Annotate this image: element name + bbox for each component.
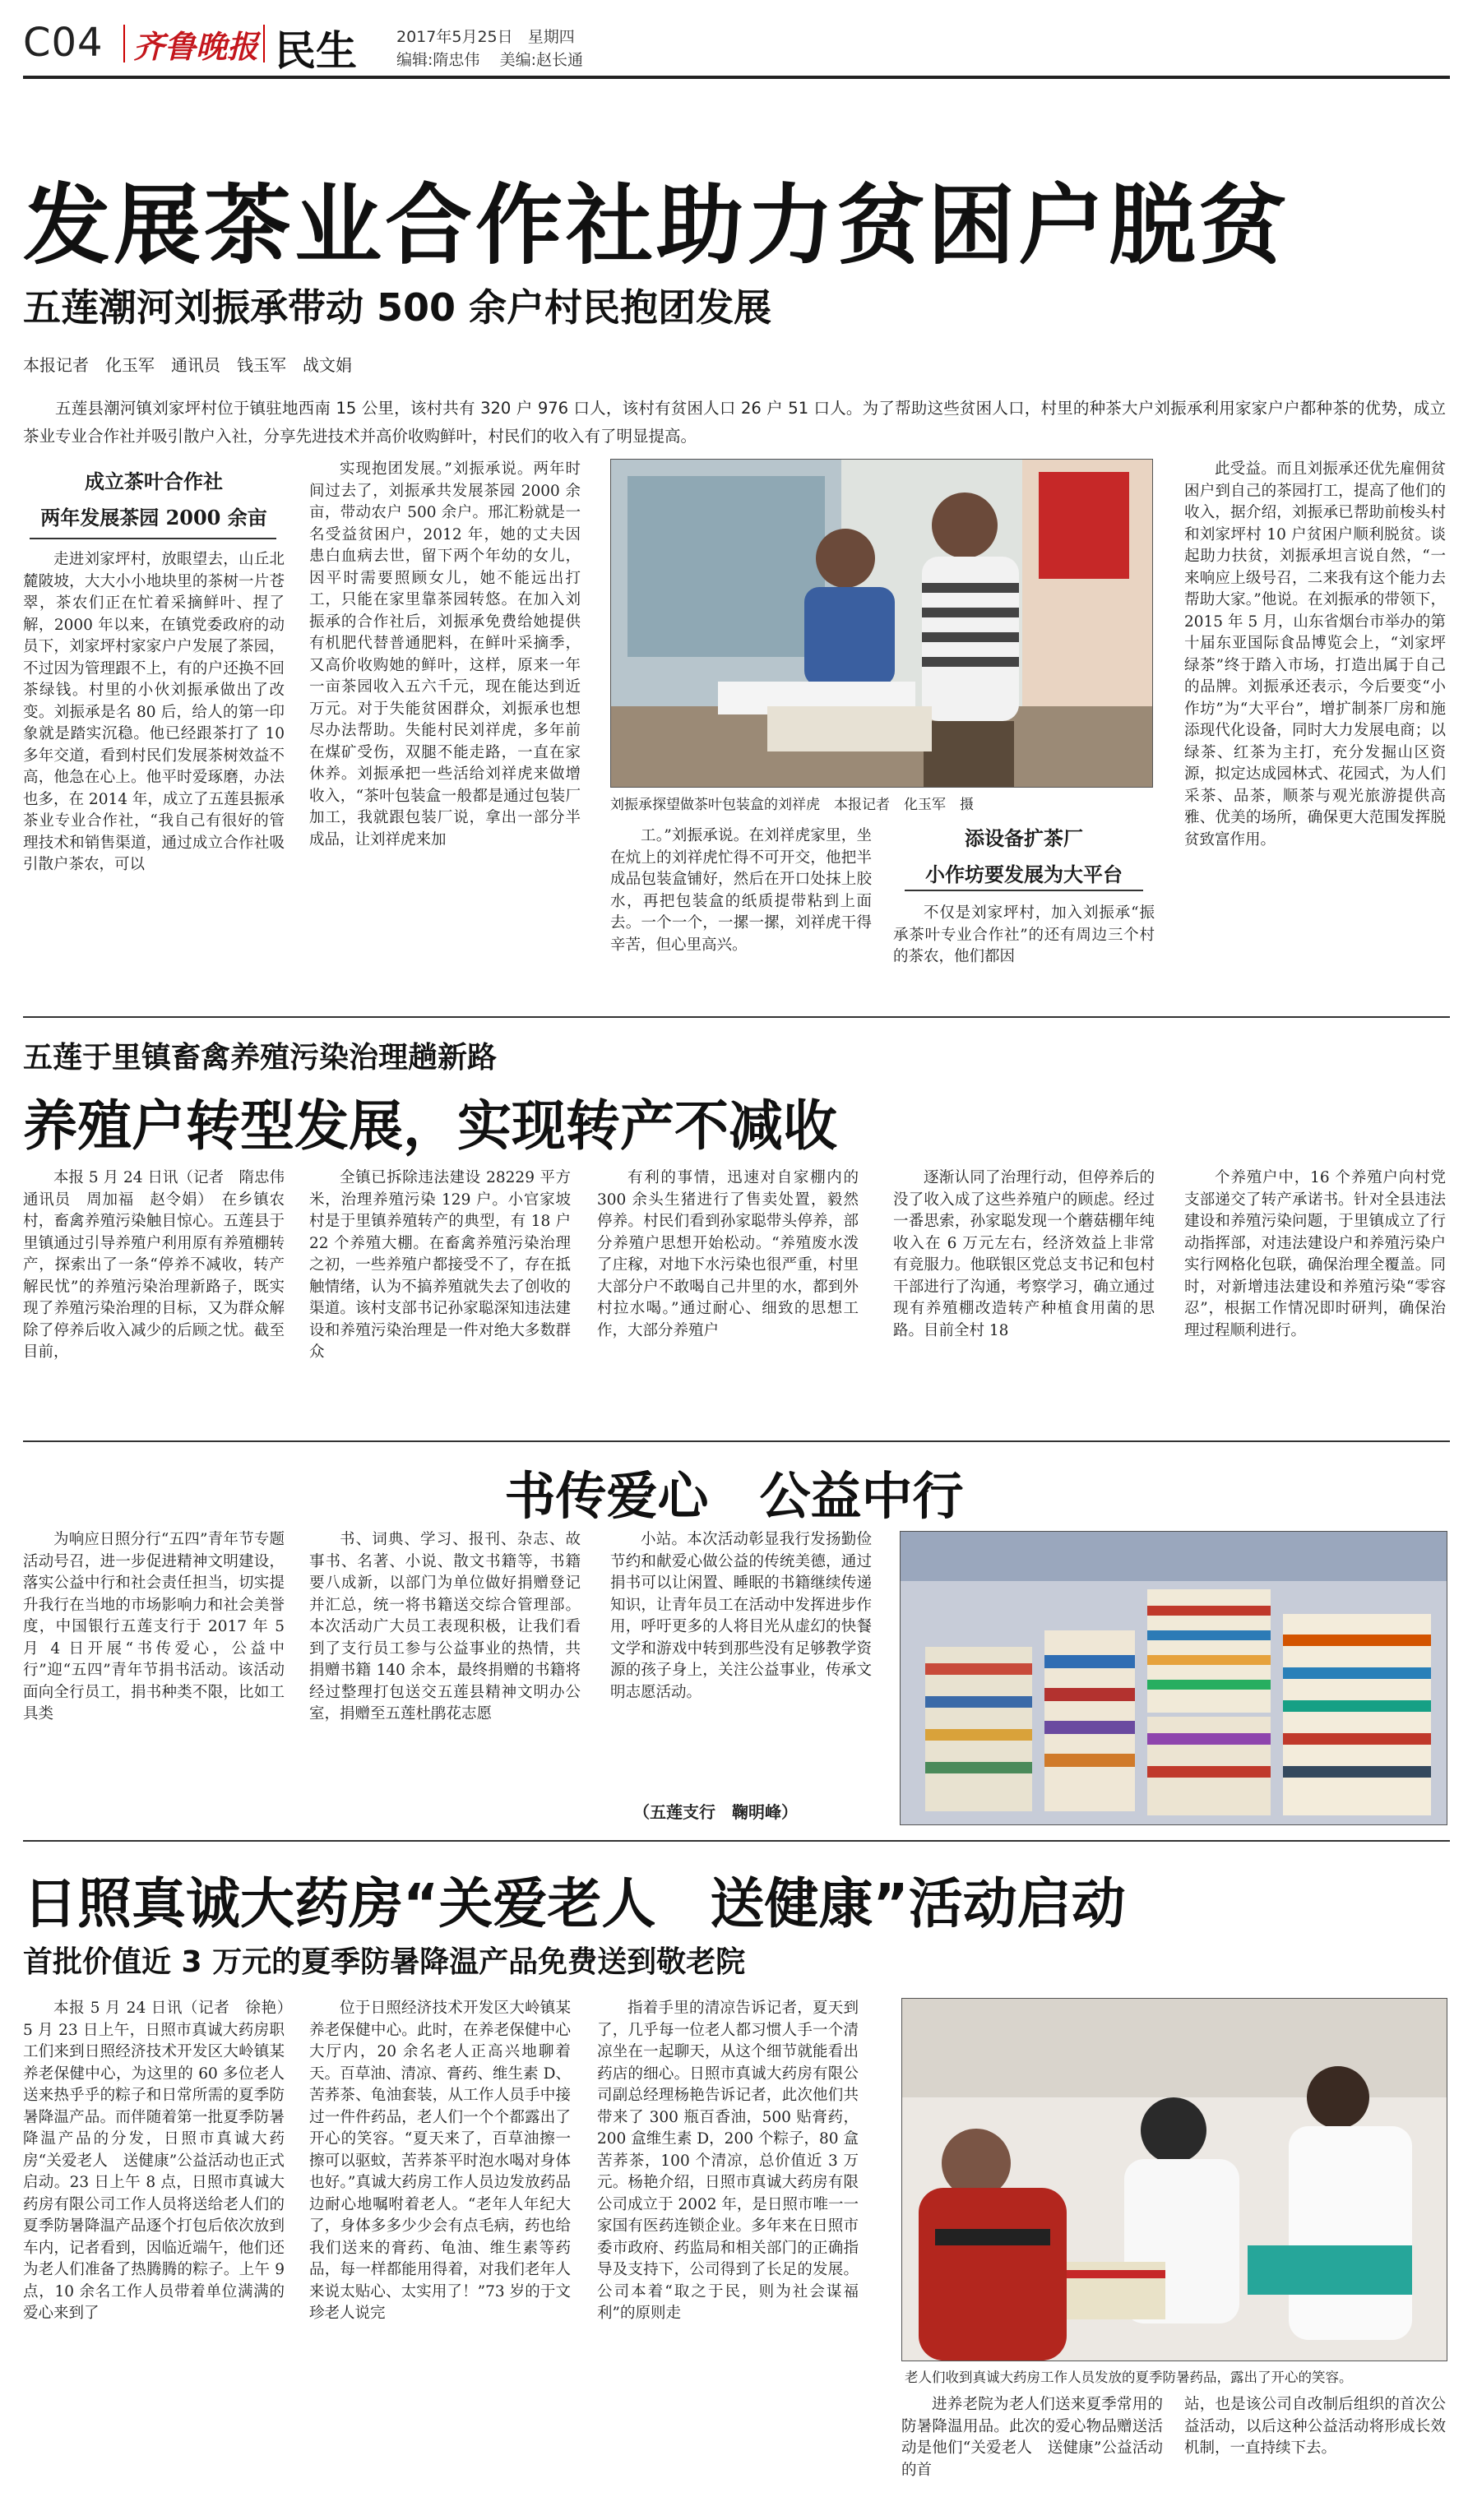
article1-photo-caption: 刘振承探望做茶叶包装盒的刘祥虎 本报记者 化玉军 摄 (610, 797, 974, 813)
article2-col4: 逐渐认同了治理行动，但停养后的没了收入成了这些养殖户的顾虑。经过一番思索，孙家聪发现一个蘑菇棚年纯收入在 6 万元左右，经济效益上非常有竞服力。他联银区党总支书记和包村干部进行了沟通，考察学习，确立通过现有养殖棚改造转产种植食用菌的思路。目前全村 18 (893, 1169, 1155, 1339)
article1-col2: 实现抱团发展。”刘振承说。两年时间过去了，刘振承共发展茶园 2000 余亩，带动农户 500 余户。邢汇粉就是一名受益贫困户，2012 年，她的丈夫因患白血病去世，留下两个年幼的女儿，因平时需要照顾女儿，她不能远出打工，只能在家里靠茶园转悠。在加入刘振承的合作社后，刘振承免费给她提供有机肥代替普通肥料，在鲜叶采摘季，又高价收购她的鲜叶，这样，原来一年一亩茶园收入五六千元，现在能达到近万元。对于失能贫困群众，刘振承也想尽办法帮助。失能村民刘祥虎，多年前在煤矿受伤，双腿不能走路，一直在家休养。刘振承把一些活给刘祥虎来做增收入，“茶叶包装盒一般都是通过包装厂加工，我就跟包装厂说，拿出一部分半成品，让刘祥虎来加 (309, 460, 581, 848)
article1-photo (610, 459, 1153, 788)
article2-kicker: 五莲于里镇畜禽养殖污染治理趟新路 (23, 1041, 498, 1075)
article1-subhead-2 (893, 825, 1155, 888)
subhead-2-line1: 添设备扩茶厂 (965, 826, 1083, 850)
issue-date (396, 25, 575, 47)
section-title: 民生 (275, 27, 357, 75)
article2-col1: 本报 5 月 24 日讯（记者 隋忠伟 通讯员 周加福 赵令娟） 在乡镇农村，畜禽养殖污染触目惊心。五莲县于里镇通过引导养殖户利用原有养殖棚转产，探索出了一条“停养不减收，转产解民忧”的养殖污染治理新路子，既实现了养殖污染治理的目标，又为群众解除了停养后收入减少的后顾之忧。截至目前， (23, 1169, 300, 1361)
article4-col5: 站，也是该公司自改制后组织的首次公益活动，以后这种公益活动将形成长效机制，一直持续下去。 (1184, 2396, 1446, 2457)
date: 2017年5月25日 (396, 28, 513, 46)
weekday: 星期四 (527, 28, 575, 46)
farmer-photo (611, 460, 1152, 787)
article1-lead: 五莲县潮河镇刘家坪村位于镇驻地西南 15 公里，该村共有 320 户 976 口人，该村有贫困人口 26 户 51 口人。为了帮助这些贫困人口，村里的种茶大户刘振承利用家家户户都种茶的优势，成立茶业专业合作社并吸引散户入社，分享先进技术并高价收购鲜叶，村民们的收入有了明显提高。 (23, 399, 1446, 446)
article1-col1: 走进刘家坪村，放眼望去，山丘北麓陂坡，大大小小地块里的茶树一片苍翠，茶农们正在忙着采摘鲜叶、捏了解，2000 年以来，在镇党委政府的动员下，刘家坪村家家户户发展了茶园，不过因为管理跟不上，有的户还换不回茶绿钱。村里的小伙刘振承做出了改变。刘振承是名 80 后，给人的第一印象就是踏实沉稳。他已经跟茶打了 10 多年交道，看到村民们发展茶树效益不高，他急在心上。他平时爱琢磨，办法也多，在 2014 年，成立了五莲县振承茶业专业合作社，“我自己有很好的管理技术和销售渠道，通过成立合作社吸引散户茶农，可以 (23, 551, 285, 873)
article3-col1: 为响应日照分行“五四”青年节专题活动号召，进一步促进精神文明建设，落实公益中行和社会责任担当，切实提升我行在当地的市场影响力和社会美誉度，中国银行五莲支行于 2017 年 5 月 4 日开展“书传爱心，公益中行”迎“五四”青年节捐书活动。该活动面向全行员工，捐书种类不限，比如工具类 (23, 1531, 285, 1722)
rule-3 (23, 1840, 1450, 1842)
article3-signature: （五莲支行 鞠明峰） (633, 1802, 798, 1822)
rule-2 (23, 1440, 1450, 1442)
article3-col2: 书、词典、学习、报刊、杂志、故事书、名著、小说、散文书籍等，书籍要八成新，以部门为单位做好捐赠登记并汇总，统一将书籍送交综合管理部。本次活动广大员工表现积极，让我们看到了支行员工参与公益事业的热情，共捐赠书籍 140 余本，最终捐赠的书籍将经过整理打包送交五莲县精神文明办公室，捐赠至五莲杜鹃花志愿 (309, 1531, 581, 1722)
article1-col4: 此受益。而且刘振承还优先雇佣贫困户到自己的茶园打工，提高了他们的收入，据介绍，刘振承已帮助前梭头村和刘家坪村 10 户贫困户顺利脱贫。谈起助力扶贫，刘振承坦言说自然，“一来响应上级号召，二来我有这个能力去帮助大家。”他说。在刘振承的带领下，2015 年 5 月，山东省烟台市举办的第十届东亚国际食品博览会上，“刘家坪绿茶”终于踏入市场，打造出属于自己的品牌。刘振承还表示，今后要变“小作坊”为“大平台”，增扩制茶厂房和施添现代化设备，同时大力发展电商；以绿茶、红茶为主打，充分发掘山区资源，拟定达成园林式、花园式，为人们采茶、品茶，顺茶与观光旅游提供高雅、优美的场所，确保更大范围发挥脱贫致富作用。 (1184, 460, 1446, 848)
pharmacy-photo (902, 1999, 1447, 2360)
article4-headline: 日照真诚大药房“关爱老人 送健康”活动启动 (23, 1872, 1126, 1935)
article2-col5: 个养殖户中，16 个养殖户向村党支部递交了转产承诺书。针对全县违法建设和养殖污染问题，于里镇成立了行动指挥部，对违法建设户和养殖污染户实行网格化包联，确保治理全覆盖。同时，对新增违法建设和养殖污染“零容忍”，根据工作情况即时研判，确保治理过程顺利进行。 (1184, 1169, 1446, 1339)
page-code: C04 (23, 20, 104, 66)
article4-col2: 位于日照经济技术开发区大岭镇某养老保健中心。此时，在养老保健中心大厅内，20 余名老人正高兴地聊着天。百草油、清凉、膏药、维生素 D、苦荞茶、龟油套装，从工作人员手中接过一件件药品，老人们一个个都露出了开心的笑容。“夏天来了，百草油擦一擦可以驱蚊，苦荞茶平时泡水喝对身体也好。”真诚大药房工作人员边发放药品边耐心地嘱咐着老人。“老年人年纪大了，身体多多少少会有点毛病，药也给我们送来的膏药、龟油、维生素等药品，每一样都能用得着，对我们老年人来说太贴心、太实用了！”73 岁的于文珍老人说完 (309, 2000, 571, 2322)
subhead-1-line2: 两年发展茶园 2000 余亩 (40, 506, 267, 529)
article4-col4: 进养老院为老人们送来夏季常用的防暑降温用品。此次的爱心物品赠送活动是他们“关爱老人 送健康”公益活动的首 (901, 2396, 1163, 2479)
article1-col3b: 不仅是刘家坪村，加入刘振承“振承茶叶专业合作社”的还有周边三个村的茶农，他们都因 (893, 904, 1155, 965)
article2-col3: 有利的事情，迅速对自家棚内的 300 余头生猪进行了售卖处置，毅然停养。村民们看到孙家聪带头停养，部分养殖户思想开始松动。“养殖废水泼了庄稼，对地下水污染也很严重，村里大部分户不敢喝自己井里的水，都到外村拉水喝。”通过耐心、细致的思想工作，大部分养殖户 (597, 1169, 859, 1339)
article2-col2: 全镇已拆除违法建设 28229 平方米，治理养殖污染 129 户。小官家坡村是于里镇养殖转产的典型，有 18 户 22 个养殖大棚。在畜禽养殖污染治理之初，一些养殖户都接受不了，存在抵触情绪，认为不搞养殖就失去了创收的渠道。该村支部书记孙家聪深知违法建设和养殖污染治理是一件对绝大多数群众 (309, 1169, 571, 1361)
paper-logo: 齐鲁晚报 (133, 28, 259, 65)
subhead-2-line2: 小作坊要发展为大平台 (925, 862, 1123, 886)
article4-subheadline: 首批价值近 3 万元的夏季防暑降温产品免费送到敬老院 (23, 1945, 746, 1979)
article1-col3: 工。”刘振承说。在刘祥虎家里，坐在炕上的刘祥虎忙得不可开交，他把半成品包装盒铺好，然后在开口处抹上胶水，再把包装盒的纸质提带粘到上面去。一个一个，一摞一摞，刘祥虎干得辛苦，但心里高兴。 (610, 827, 872, 954)
article4-col1: 本报 5 月 24 日讯（记者 徐艳） 5 月 23 日上午，日照市真诚大药房职工们来到日照经济技术开发区大岭镇某养老保健中心，为这里的 60 多位老人送来热乎乎的粽子和日常所需的夏季防暑降温产品。而伴随着第一批夏季防暑降温产品的分发，日照市真诚大药房“关爱老人 送健康”公益活动也正式启动。23 日上午 8 点，日照市真诚大药房有限公司工作人员将送给老人们的夏季防暑降温产品逐个打包后依次放到车内，记者看到，因临近端午，他们还为老人们准备了热腾腾的粽子。上午 9 点，10 余名工作人员带着单位满满的爱心来到了 (23, 2000, 300, 2322)
article3-col3: 小站。本次活动彰显我行发扬勤俭节约和献爱心做公益的传统美德，通过捐书可以让闲置、睡眠的书籍继续传递知识，让青年员工在活动中发挥进步作用，呼吁更多的人将目光从虚幻的快餐文学和游戏中转到那些没有足够教学资源的孩子身上，关注公益事业，传承文明志愿活动。 (610, 1531, 872, 1701)
article1-subhead-1 (23, 469, 285, 531)
article4-photo-caption: 老人们收到真诚大药房工作人员发放的夏季防暑药品，露出了开心的笑容。 (905, 2370, 1353, 2385)
designer: 美编:赵长通 (499, 51, 583, 69)
subhead-1-line1: 成立茶叶合作社 (85, 469, 223, 493)
article1-headline: 发展茶业合作社助力贫困户脱贫 (23, 175, 1290, 276)
article1-byline: 本报记者 化玉军 通讯员 钱玉军 战文娟 (23, 355, 352, 375)
subhead-2-underline (905, 890, 1143, 891)
article3-photo (900, 1531, 1447, 1825)
article2-headline: 养殖户转型发展，实现转产不减收 (23, 1094, 837, 1158)
editor-credit (396, 48, 583, 70)
article4-col3: 指着手里的清凉告诉记者，夏天到了，几乎每一位老人都习惯人手一个清凉坐在一起聊天，从这个细节就能看出药店的细心。日照市真诚大药房有限公司副总经理杨艳告诉记者，此次他们共带来了 300 瓶百香油，500 贴膏药，200 盒维生素 D，200 个粽子，80 盒苦荞茶，100 个清凉，总价值近 3 万元。杨艳介绍，日照市真诚大药房有限公司成立于 2002 年，是日照市唯一一家国有医药连锁企业。多年来在日照市委市政府、药监局和相关部门的正确指导及支持下，公司得到了长足的发展。公司本着“取之于民，则为社会谋福利”的原则走 (597, 2000, 859, 2322)
article4-photo (901, 1998, 1447, 2361)
masthead-rule (23, 76, 1450, 79)
rule-1 (23, 1016, 1450, 1018)
article3-headline: 书传爱心 公益中行 (504, 1466, 964, 1526)
books-photo (901, 1532, 1447, 1824)
subhead-1-underline (30, 538, 276, 539)
editor: 编辑:隋忠伟 (396, 51, 480, 69)
article1-subheadline: 五莲潮河刘振承带动 500 余户村民抱团发展 (23, 285, 772, 330)
